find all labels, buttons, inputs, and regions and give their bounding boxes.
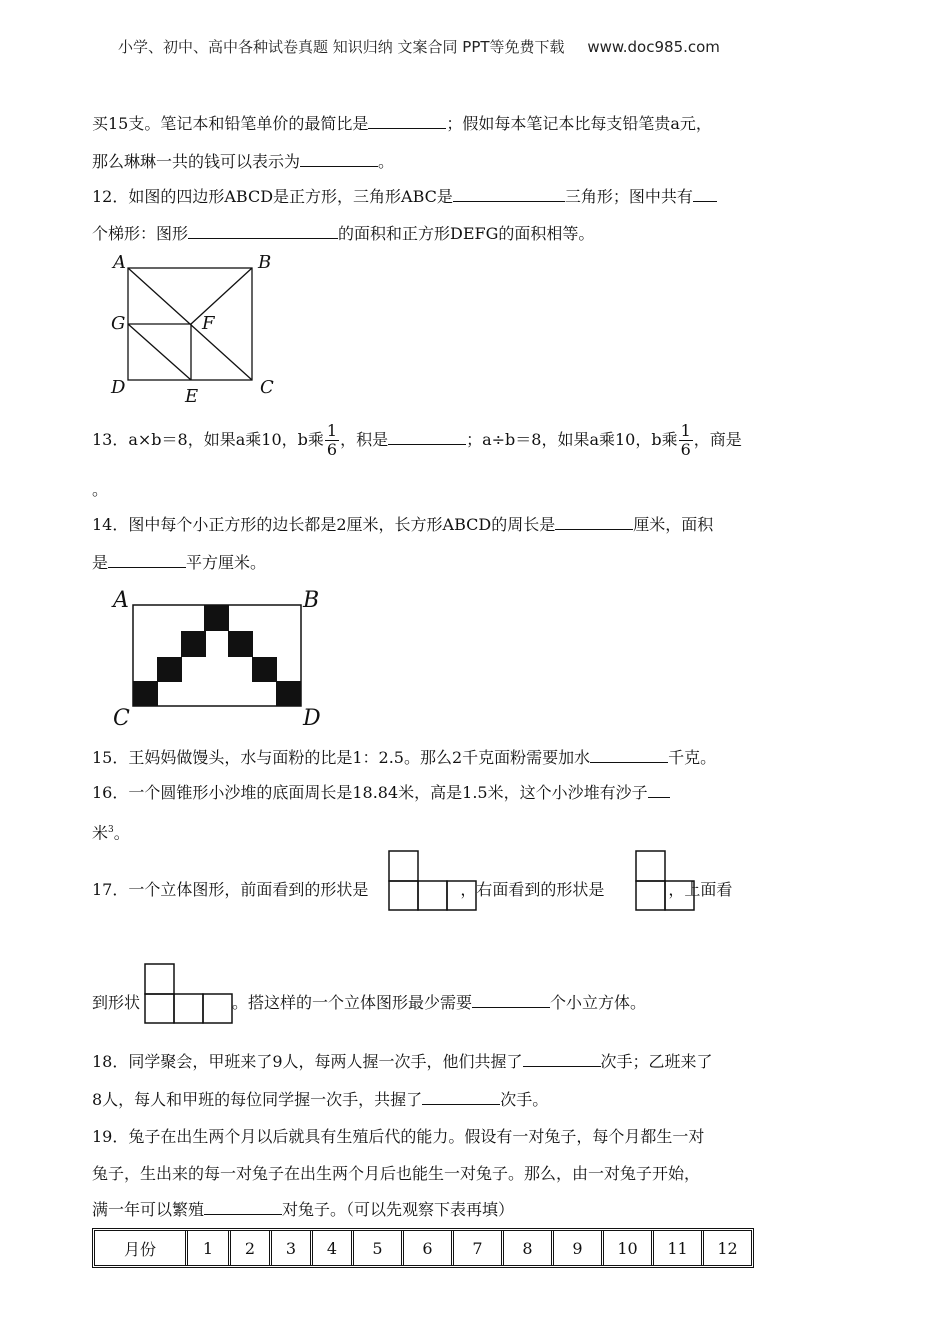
q14-line2: 是 平方厘米。 <box>92 553 267 572</box>
answer-blank[interactable] <box>590 748 668 763</box>
table-row <box>95 1231 751 1265</box>
q17-line2: 到形状 。搭这样的一个立体图形最少需要 个小立方体。 <box>92 993 647 1012</box>
q12-line2: 个梯形：图形 的面积和正方形DEFG的面积相等。 <box>92 224 595 243</box>
month-table <box>92 1228 754 1268</box>
right-view-figure <box>634 849 698 913</box>
month-cell: 3 <box>272 1231 313 1265</box>
rectangle-abcd-figure <box>105 585 330 730</box>
header-url: www.doc985.com <box>587 38 720 56</box>
month-cell: 12 <box>717 1238 738 1258</box>
label-e: E <box>185 386 199 407</box>
front-view-figure <box>387 849 479 913</box>
answer-blank[interactable] <box>472 993 550 1008</box>
q16-line1: 16．一个圆锥形小沙堆的底面周长是18.84米，高是1.5米，这个小沙堆有沙子 <box>92 783 670 803</box>
answer-blank[interactable] <box>108 553 186 568</box>
answer-blank[interactable] <box>453 187 565 202</box>
q19-line2: 兔子，生出来的每一对兔子在出生两个月后也能生一对兔子。那么，由一对兔子开始， <box>92 1164 701 1183</box>
q14-line1: 14．图中每个小正方形的边长都是2厘米，长方形ABCD的周长是 厘米，面积 <box>92 515 714 534</box>
q13-line1: 13．a×b＝8，如果a乘10，b乘 $\frac{1}{6}$ ，积是 ；a÷b＝8，如果a乘10，b乘 $\frac{1}{6}$ ，商是 <box>92 421 742 459</box>
answer-blank[interactable] <box>204 1200 282 1215</box>
month-cell: 10 <box>604 1231 654 1265</box>
month-cell: 1 <box>188 1231 231 1265</box>
label-f: F <box>202 313 215 334</box>
answer-blank[interactable] <box>523 1052 601 1067</box>
month-cell: 6 <box>404 1231 454 1265</box>
q19-line1: 19．兔子在出生两个月以后就具有生殖后代的能力。假设有一对兔子，每个月都生一对 <box>92 1127 705 1146</box>
month-cell: 11 <box>654 1231 704 1265</box>
q15-line: 15．王妈妈做馒头，水与面粉的比是1：2.5。那么2千克面粉需要加水 千克。 <box>92 748 717 767</box>
fraction-one-sixth: $\frac{1}{6}$ <box>680 421 691 459</box>
month-cell: 8 <box>504 1231 554 1265</box>
answer-blank[interactable] <box>300 152 378 167</box>
answer-blank[interactable] <box>693 187 717 202</box>
q17-line1: 17．一个立体图形，前面看到的形状是 ，右面看到的形状是 ，上面看 <box>92 880 733 899</box>
label-g: G <box>111 313 126 334</box>
label-d: D <box>303 706 321 730</box>
q13-line2: 。 <box>92 480 109 499</box>
label-a: A <box>113 252 126 273</box>
answer-blank[interactable] <box>388 430 466 445</box>
q11-line2: 那么琳琳一共的钱可以表示为 。 <box>92 152 395 171</box>
answer-blank[interactable] <box>368 114 446 129</box>
top-view-figure <box>143 962 235 1026</box>
month-cell: 9 <box>554 1231 604 1265</box>
q16-line2: 米$^3$。 <box>92 823 130 843</box>
label-b: B <box>258 252 272 273</box>
label-d: D <box>111 377 126 398</box>
q18-line2: 8人，每人和甲班的每位同学握一次手，共握了 次手。 <box>92 1090 549 1109</box>
answer-blank[interactable] <box>555 515 633 530</box>
table-header-cell: 月份 <box>95 1231 188 1265</box>
answer-blank[interactable] <box>188 224 338 239</box>
page-header <box>118 36 720 57</box>
label-b: B <box>303 588 320 613</box>
square-abcd-figure <box>105 248 285 408</box>
q18-line1: 18．同学聚会，甲班来了9人，每两人握一次手，他们共握了 次手；乙班来了 <box>92 1052 713 1071</box>
label-c: C <box>260 377 274 398</box>
q11-line1: 买15支。笔记本和铅笔单价的最简比是 ；假如每本笔记本比每支铅笔贵a元， <box>92 114 712 133</box>
label-c: C <box>113 706 130 730</box>
header-title: 小学、初中、高中各种试卷真题 知识归纳 文案合同 PPT等免费下载 <box>118 38 565 56</box>
answer-blank[interactable] <box>422 1090 500 1105</box>
month-cell: 2 <box>231 1231 272 1265</box>
month-cell: 4 <box>313 1231 354 1265</box>
q12-line1: 12．如图的四边形ABCD是正方形，三角形ABC是 三角形；图中共有 <box>92 187 717 207</box>
month-cell: 5 <box>354 1231 404 1265</box>
q19-line3: 满一年可以繁殖 对兔子。（可以先观察下表再填） <box>92 1200 515 1219</box>
month-cell: 7 <box>454 1231 504 1265</box>
label-a: A <box>113 588 129 613</box>
answer-blank[interactable] <box>648 783 670 798</box>
fraction-one-sixth: $\frac{1}{6}$ <box>326 421 338 459</box>
